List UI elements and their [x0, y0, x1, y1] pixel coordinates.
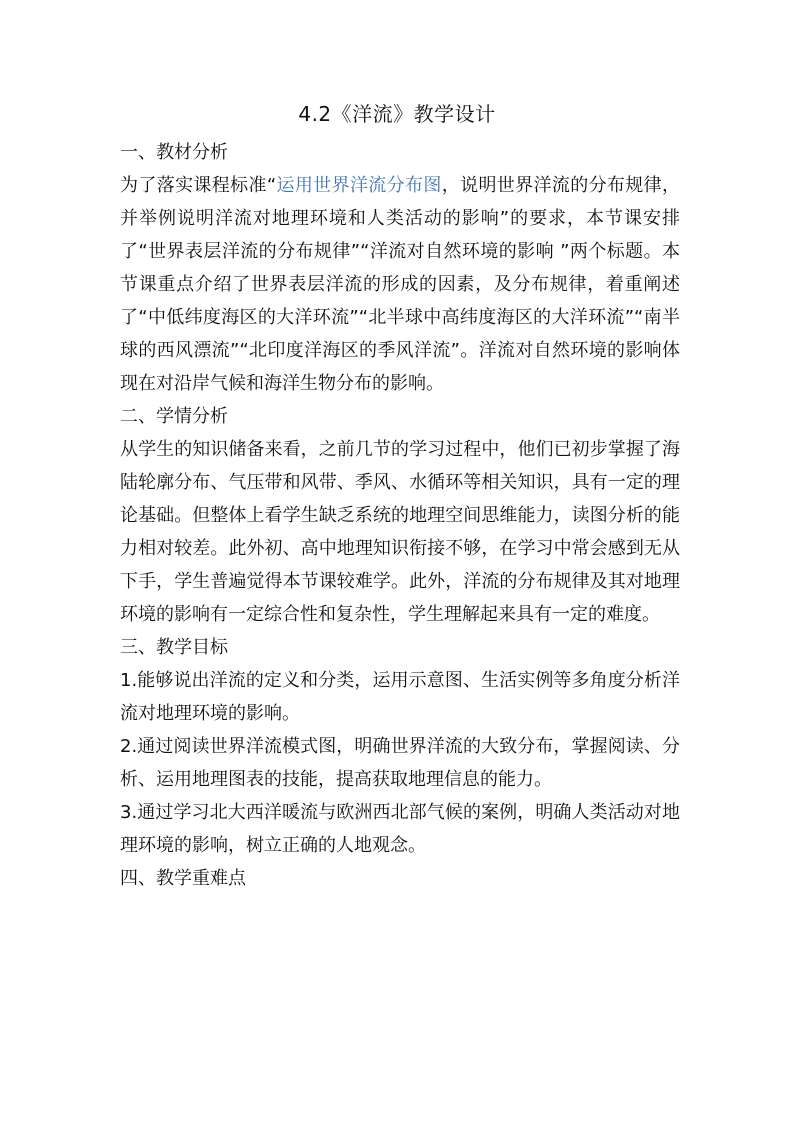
objective-item: 2.通过阅读世界洋流模式图，明确世界洋流的大致分布，掌握阅读、分析、运用地理图表的技能，提高获取地理信息的能力。 [120, 736, 680, 790]
section-key-difficulties [120, 862, 680, 895]
section-heading: 一、教材分析 [120, 142, 228, 163]
section-heading: 四、教学重难点 [120, 868, 246, 889]
section-textbook-analysis [120, 136, 680, 400]
paragraph [120, 169, 680, 400]
section-heading: 二、学情分析 [120, 406, 228, 427]
document-body [120, 136, 680, 895]
paragraph-text-start: 为了落实课程标准“ [120, 175, 277, 196]
section-heading: 三、教学目标 [120, 637, 228, 658]
section-teaching-objectives [120, 631, 680, 862]
objective-item: 3.通过学习北大西洋暖流与欧洲西北部气候的案例，明确人类活动对地理环境的影响，树立正确的人地观念。 [120, 802, 680, 856]
document-title: 4.2《洋流》教学设计 [298, 102, 496, 126]
paragraph: 从学生的知识储备来看，之前几节的学习过程中，他们已初步掌握了海陆轮廓分布、气压带和风带、季风、水循环等相关知识，具有一定的理论基础。但整体上看学生缺乏系统的地理空间思维能力，读图分析的能力相对较差。此外初、高中地理知识衔接不够，在学习中常会感到无从下手，学生普遍觉得本节课较难学。此外，洋流的分布规律及其对地理环境的影响有一定综合性和复杂性，学生理解起来具有一定的难度。 [120, 439, 680, 625]
section-student-analysis [120, 400, 680, 631]
objective-item: 1.能够说出洋流的定义和分类，运用示意图、生活实例等多角度分析洋流对地理环境的影响。 [120, 670, 680, 724]
highlighted-text: 运用世界洋流分布图 [276, 175, 442, 196]
paragraph-text-rest: ，说明世界洋流的分布规律，并举例说明洋流对地理环境和人类活动的影响”的要求，本节课安排了“世界表层洋流的分布规律”“洋流对自然环境的影响 ”两个标题。本节课重点介绍了世界表层洋流的形成的因素，及分布规律，着重阐述了“中低纬度海区的大洋环流”“北半球中高纬度海区的大洋环流”“南半球的西风漂流”“北印度洋海区的季风洋流”。洋流对自然环境的影响体现在对沿岸气候和海洋生物分布的影响。 [120, 175, 681, 394]
